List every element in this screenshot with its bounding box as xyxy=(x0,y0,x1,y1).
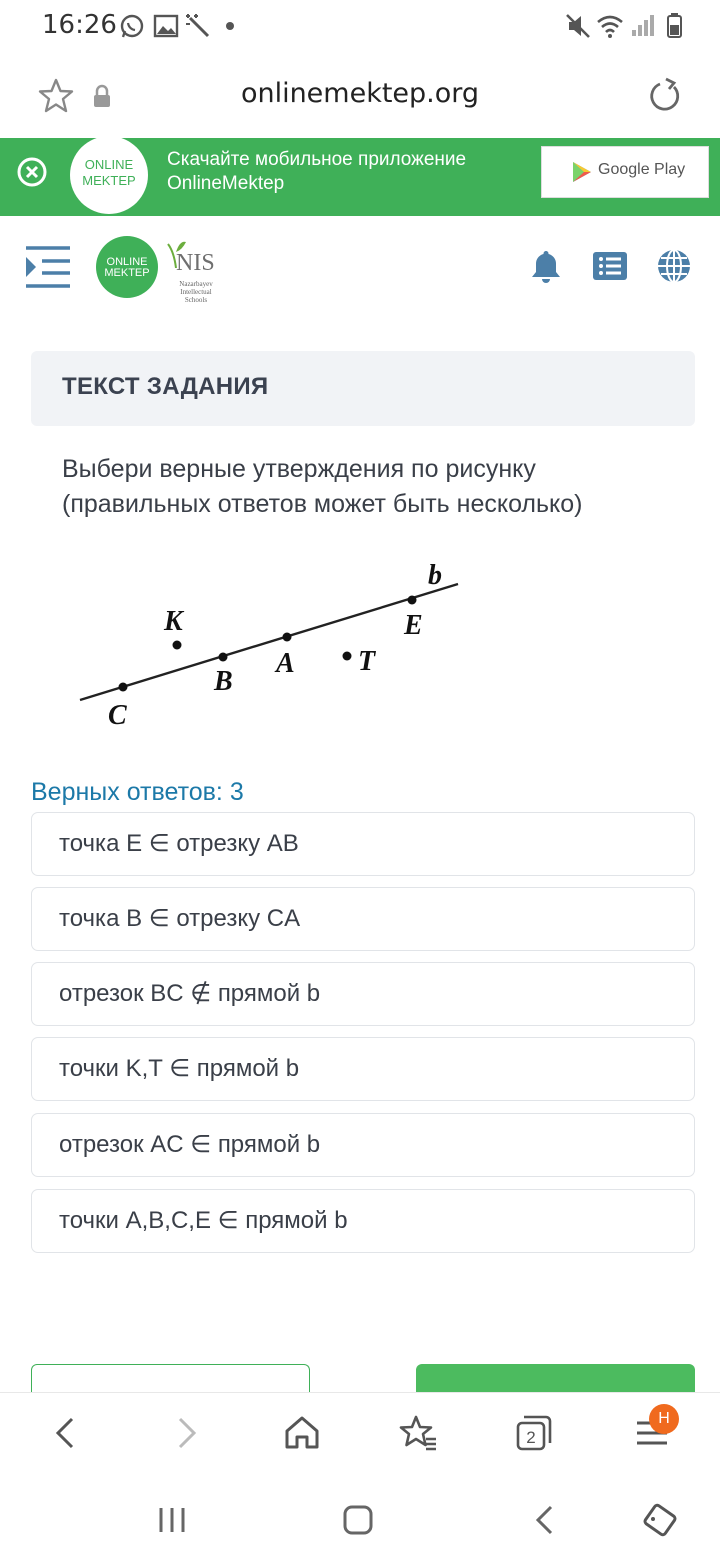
nis-text: NIS xyxy=(176,250,215,276)
logo-text: MEKTEP xyxy=(82,173,136,188)
status-time: 16:26 xyxy=(42,10,117,40)
site-logo[interactable] xyxy=(96,236,158,298)
answer-option[interactable] xyxy=(31,1113,695,1177)
answer-option[interactable] xyxy=(31,887,695,951)
bookmarks-icon[interactable] xyxy=(398,1413,438,1453)
answer-option[interactable] xyxy=(31,812,695,876)
store-button-label: Google Play xyxy=(598,161,686,178)
back-icon[interactable] xyxy=(526,1500,566,1540)
bell-icon[interactable] xyxy=(528,248,564,284)
mute-icon xyxy=(564,12,592,40)
url-field[interactable]: onlinemektep.org xyxy=(240,78,480,109)
status-bar xyxy=(0,0,720,56)
point-k xyxy=(173,641,182,650)
answer-option[interactable] xyxy=(31,962,695,1026)
option-label: точка B ∈ отрезку CA xyxy=(59,905,301,932)
rotate-icon[interactable] xyxy=(640,1500,680,1540)
system-nav-bar xyxy=(0,1478,720,1560)
app-banner xyxy=(0,138,720,216)
banner-text xyxy=(167,148,466,196)
browser-toolbar xyxy=(0,1392,720,1478)
option-label: точки A,B,C,E ∈ прямой b xyxy=(59,1207,348,1234)
label-b-point: B xyxy=(214,666,233,697)
gallery-icon xyxy=(152,12,180,40)
banner-line2: OnlineMektep xyxy=(167,173,285,194)
wifi-icon xyxy=(596,12,624,40)
label-e: E xyxy=(404,610,423,641)
play-store-icon xyxy=(572,161,592,183)
label-c: C xyxy=(108,700,127,731)
line-b xyxy=(80,584,458,700)
option-label: точки K,T ∈ прямой b xyxy=(59,1055,300,1082)
dot-icon xyxy=(218,12,246,40)
option-label: точка E ∈ отрезку AB xyxy=(59,830,299,857)
label-b: b xyxy=(428,560,442,591)
geometry-diagram xyxy=(62,532,486,744)
site-header xyxy=(0,216,720,326)
app-logo xyxy=(70,136,148,214)
menu-badge: H xyxy=(649,1404,679,1434)
tabs-count: 2 xyxy=(526,1428,536,1447)
globe-icon[interactable] xyxy=(656,248,692,284)
logo-text: ONLINE xyxy=(106,256,148,268)
tabs-icon[interactable] xyxy=(514,1413,554,1453)
label-t: T xyxy=(358,646,376,677)
list-icon[interactable] xyxy=(592,248,628,284)
label-a: A xyxy=(276,648,295,679)
nis-caption: Nazarbayev Intellectual Schools xyxy=(179,280,213,304)
reload-icon[interactable] xyxy=(644,76,684,116)
option-label: отрезок AC ∈ прямой b xyxy=(59,1131,321,1158)
label-k: K xyxy=(164,606,183,637)
answers-count: Верных ответов: 3 xyxy=(31,778,244,806)
signal-icon xyxy=(628,12,656,40)
google-play-button[interactable] xyxy=(541,146,709,198)
point-b xyxy=(219,653,228,662)
whatsapp-icon xyxy=(118,12,146,40)
task-question: Выбери верные утверждения по рисунку (правильных ответов может быть несколько) xyxy=(62,455,583,518)
forward-icon[interactable] xyxy=(166,1413,206,1453)
close-banner-icon[interactable] xyxy=(16,156,48,188)
back-icon[interactable] xyxy=(46,1413,86,1453)
answer-option[interactable] xyxy=(31,1189,695,1253)
task-heading: ТЕКСТ ЗАДАНИЯ xyxy=(62,373,269,400)
option-label: отрезок BC ∉ прямой b xyxy=(59,980,321,1007)
logo-text: MEKTEP xyxy=(104,267,150,279)
task-heading-box xyxy=(31,351,695,426)
logo-text: ONLINE xyxy=(84,157,134,172)
answer-option[interactable] xyxy=(31,1037,695,1101)
menu-icon[interactable] xyxy=(24,244,72,290)
battery-icon xyxy=(660,12,688,40)
point-c xyxy=(119,683,128,692)
point-a xyxy=(283,633,292,642)
banner-line1: Скачайте мобильное приложение xyxy=(167,149,467,170)
point-t xyxy=(343,652,352,661)
task-figure xyxy=(62,532,486,744)
address-bar xyxy=(0,56,720,138)
nis-logo xyxy=(164,238,224,302)
point-e xyxy=(408,596,417,605)
home-icon[interactable] xyxy=(282,1413,322,1453)
home-icon[interactable] xyxy=(338,1500,378,1540)
magic-wand-icon xyxy=(184,12,212,40)
recents-icon[interactable] xyxy=(152,1500,192,1540)
